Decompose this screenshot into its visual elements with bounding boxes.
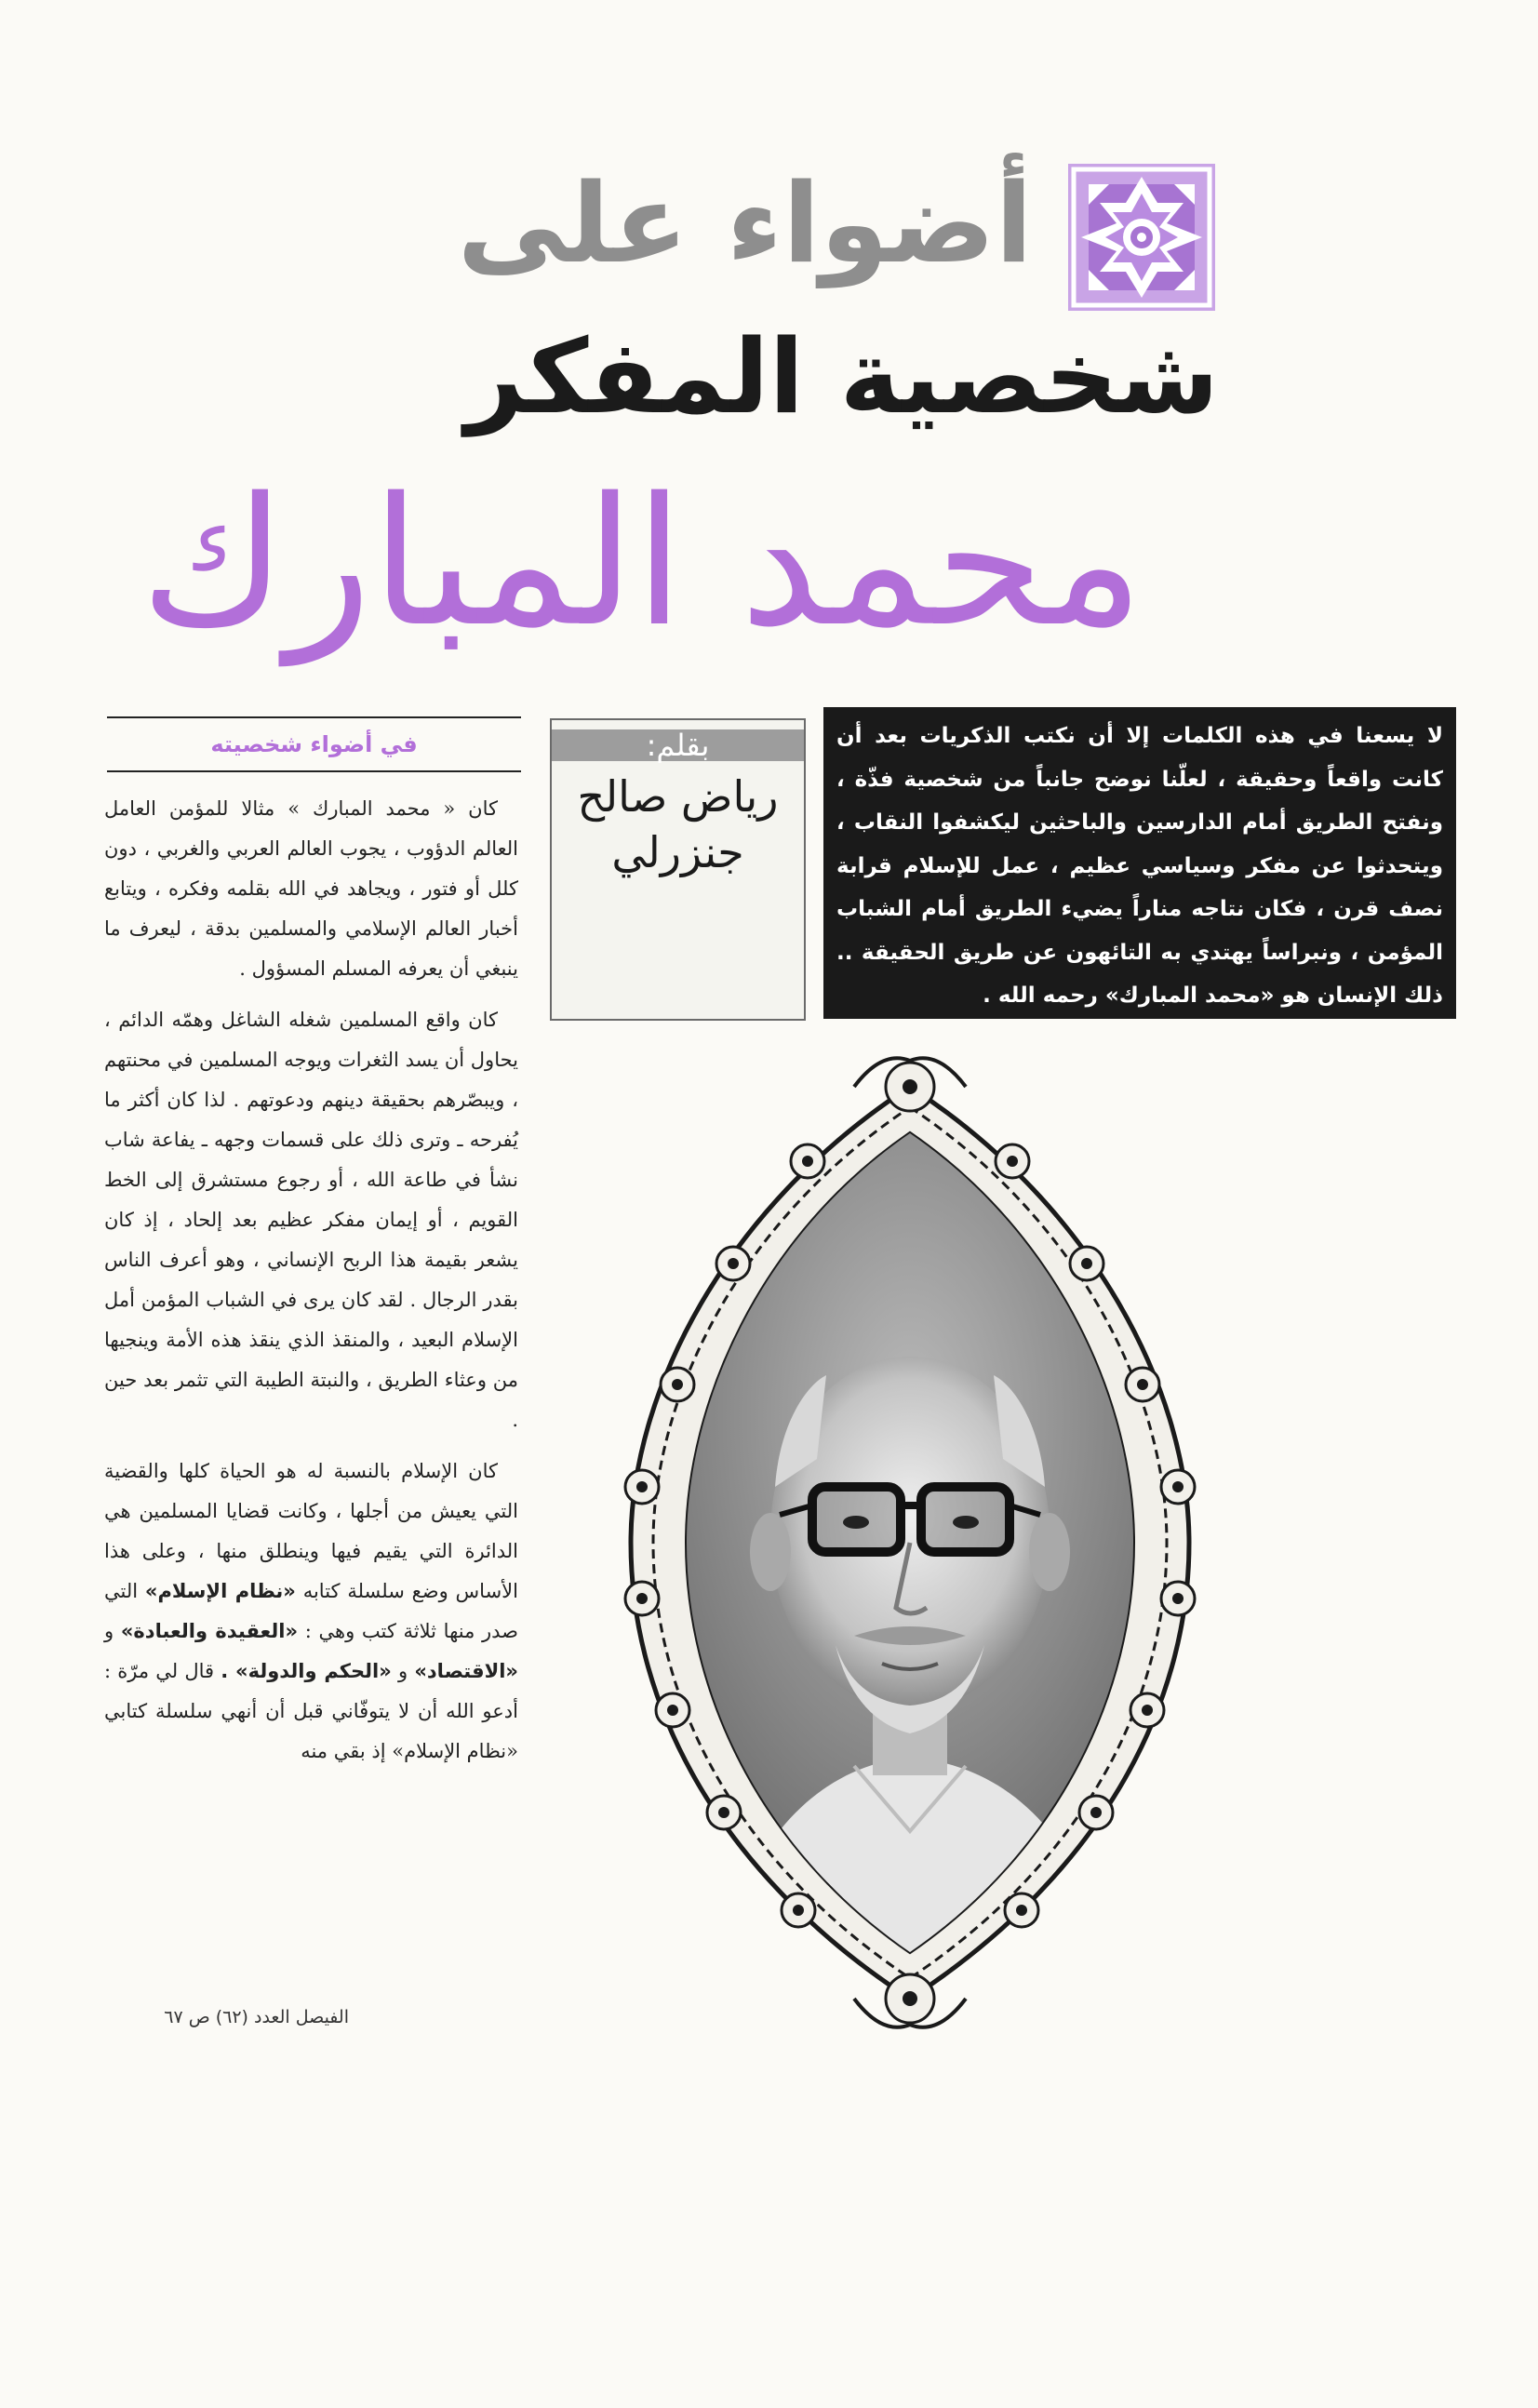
headline-line-1: أضواء على [457, 159, 1033, 288]
page-footer: الفيصل العدد (٦٢) ص ٦٧ [164, 2007, 349, 2027]
paragraph-3-part-a: كان الإسلام بالنسبة له هو الحياة كلها والقضية التي يعيش من أجلها ، وكانت قضايا المسلمين هي الدائرة التي يقيم فيها وينطلق منها ، وعلى هذا الأساس وضع سلسلة كتابه [104, 1460, 518, 1602]
paragraph-3-part-f: قال لي مرّة : أدعو الله أن لا يتوفّاني قبل أن أنهي سلسلة كتابي «نظام الإسلام» إذ بقي منه [104, 1660, 518, 1762]
ornament-tile-icon [1068, 164, 1215, 311]
book-series-title: «نظام الإسلام» [144, 1580, 296, 1602]
paragraph-3-part-c: التي صدر منها ثلاثة كتب وهي : [104, 1580, 519, 1642]
byline-author: رياض صالح جنزرلي [577, 771, 779, 877]
paragraph-2: كان واقع المسلمين شغله الشاغل وهمّه الدائم ، يحاول أن يسد الثغرات ويوجه المسلمين في محنتهم ، ويبصّرهم بحقيقة دينهم ودعوتهم . لذا كان أكثر ما يُفرحه ـ وترى ذلك على قسمات وجهه ـ يفاعة شاب نشأ في طاعة الله ، أو رجوع مستشرق إلى الخط القويم ، أو إيمان مفكر عظيم بعد إلحاد ، إذ كان يشعر بقيمة هذا الربح الإنساني ، وهو أعرف الناس بقدر الرجال . لقد كان يرى في الشباب المؤمن أمل الإسلام البعيد ، والمنقذ الذي ينقذ هذه الأمة وينجيها من وعثاء الطريق ، والنبتة الطيبة التي تثمر بعد حين . [104, 1009, 518, 1431]
paragraph-3-part-e: و [398, 1660, 408, 1682]
book-title-3: «الحكم والدولة» . [221, 1660, 392, 1682]
book-title-1: «العقيدة والعبادة» [120, 1620, 299, 1642]
book-title-2: «الاقتصاد» [414, 1660, 518, 1682]
article-body [104, 789, 518, 2408]
paragraph-3 [104, 1451, 518, 1772]
intro-box [823, 707, 1456, 1019]
portrait-frame [575, 1050, 1245, 2036]
intro-text: لا يسعنا في هذه الكلمات إلا أن نكتب الذكريات بعد أن كانت واقعاً وحقيقة ، لعلّنا نوضح جانباً من شخصية فذّة ، ونفتح الطريق أمام الدارسين والباحثين ليكشفوا النقاب ، ويتحدثوا عن مفكر وسياسي عظيم ، عمل للإسلام قرابة نصف قرن ، فكان نتاجه مناراً يضيء الطريق أمام الشباب المؤمن ، ونبراساً يهتدي به التائهون عن طريق الحقيقة .. ذلك الإنسان هو «محمد المبارك» رحمه الله . [836, 724, 1443, 1008]
paragraph-3-part-d: و [104, 1620, 114, 1642]
byline-label: بقلم: [552, 729, 804, 761]
byline-box [550, 718, 806, 1021]
section-title: في أضواء شخصيته [107, 716, 521, 772]
paragraph-1: كان « محمد المبارك » مثالا للمؤمن العامل العالم الدؤوب ، يجوب العالم العربي والغربي ، دون كلل أو فتور ، ويجاهد في الله بقلمه وفكره ، ويتابع أخبار العالم الإسلامي والمسلمين بدقة ، ليعرف ما ينبغي أن يعرفه المسلم المسؤول . [104, 797, 518, 980]
headline-name: محمد المبارك [140, 460, 1144, 665]
headline-line-2: شخصية المفكر [464, 317, 1219, 436]
